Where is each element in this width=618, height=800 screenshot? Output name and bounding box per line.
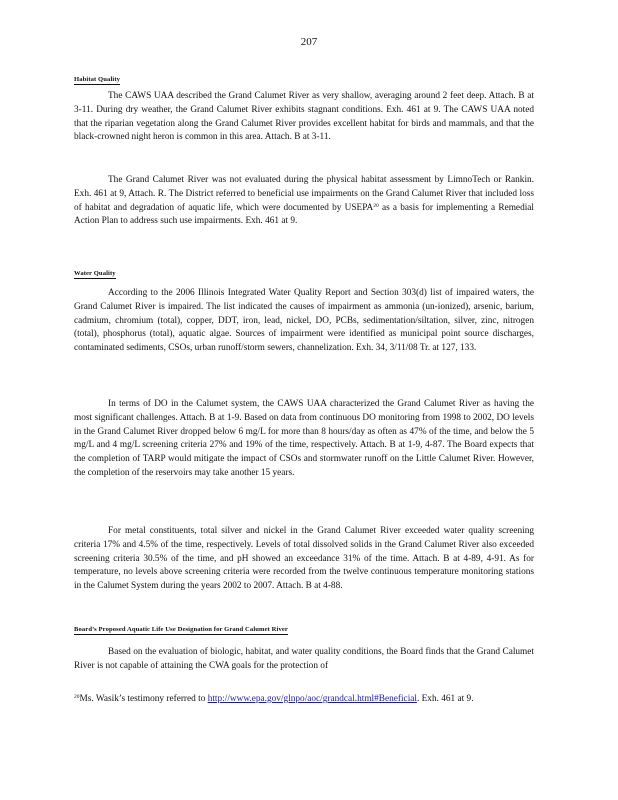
footnote-marker: 20 [74, 694, 80, 700]
habitat-paragraph-2-text-a: The Grand Calumet River was not evaluated during the physical habitat assessment by LimnoTech or Rankin. Exh. 461 at 9, Attach. R. The District referred to beneficial use impairments on the Grand Calumet River that included loss of habitat and degradation of aquatic life, which were documented by USEPA [74, 175, 534, 213]
habitat-paragraph-2 [74, 174, 534, 229]
water-quality-heading: Water Quality [74, 270, 116, 277]
footnote-link[interactable]: http://www.epa.gov/glnpo/aoc/grandcal.html#Beneficial [207, 694, 417, 704]
footnote-20 [74, 693, 534, 707]
footnote-text-b: . Exh. 461 at 9. [416, 694, 474, 704]
page-number: 207 [300, 36, 318, 48]
board-designation-heading: Board’s Proposed Aquatic Life Use Designation for Grand Calumet River [74, 626, 288, 633]
water-paragraph-1: According to the 2006 Illinois Integrated Water Quality Report and Section 303(d) list of impaired waters, the Grand Calumet River is impaired. The list indicated the causes of impairment as ammonia (un-ionized), arsenic, barium, cadmium, chromium (total), copper, DDT, iron, lead, nickel, DO, PCBs, sedimentation/siltation, silver, zinc, nitrogen (total), phosphorus (total), aquatic algae. Sources of impairment were identified as municipal point source discharges, contaminated sediments, CSOs, urban runoff/storm sewers, channelization. Exh. 34, 3/11/08 Tr. at 127, 133. [74, 288, 534, 354]
habitat-quality-heading: Habitat Quality [74, 76, 121, 83]
water-paragraph-3: For metal constituents, total silver and nickel in the Grand Calumet River exceeded water quality screening criteria 17% and 4.5% of the time, respectively. Levels of total dissolved solids in the Grand Calumet River also exceeded screening criteria 30.5% of the time, and pH showed an exceedance 31% of the time. Attach. B at 4-89, 4-91. As for temperature, no levels above screening criteria were recorded from the twelve continuous temperature monitoring stations in the Calumet System during the years 2002 to 2007. Attach. B at 4-88. [74, 526, 534, 592]
footnote-ref-20: 20 [373, 202, 379, 209]
footnote-text-a: Ms. Wasik’s testimony referred to [79, 694, 208, 704]
habitat-paragraph-2-text-b: as a basis for implementing a Remedial Action Plan to address such use impairments. Exh. 461 at 9. [74, 202, 535, 227]
board-paragraph-1: Based on the evaluation of biologic, habitat, and water quality conditions, the Board finds that the Grand Calumet River is not capable of attaining the CWA goals for the protection of [74, 647, 534, 671]
water-paragraph-2: In terms of DO in the Calumet system, the CAWS UAA characterized the Grand Calumet River as having the most significant challenges. Attach. B at 1-9. Based on data from continuous DO monitoring from 1998 to 2002, DO levels in the Grand Calumet River dropped below 6 mg/L for more than 8 hours/day as often as 47% of the time, and below the 5 mg/L and 4 mg/L screening criteria 27% and 19% of the time, respectively. Attach. B at 1-9, 4-87. The Board expects that the completion of TARP would mitigate the impact of CSOs and stormwater runoff on the Little Calumet River. However, the completion of the reservoirs may take another 15 years. [74, 399, 534, 478]
habitat-paragraph-1: The CAWS UAA described the Grand Calumet River as very shallow, averaging around 2 feet deep. Attach. B at 3-11. During dry weather, the Grand Calumet River exhibits stagnant conditions. Exh. 461 at 9. The CAWS UAA noted that the riparian vegetation along the Grand Calumet River provides excellent habitat for birds and mammals, and that the black-crowned night heron is common in this area. Attach. B at 3-11. [74, 91, 534, 143]
